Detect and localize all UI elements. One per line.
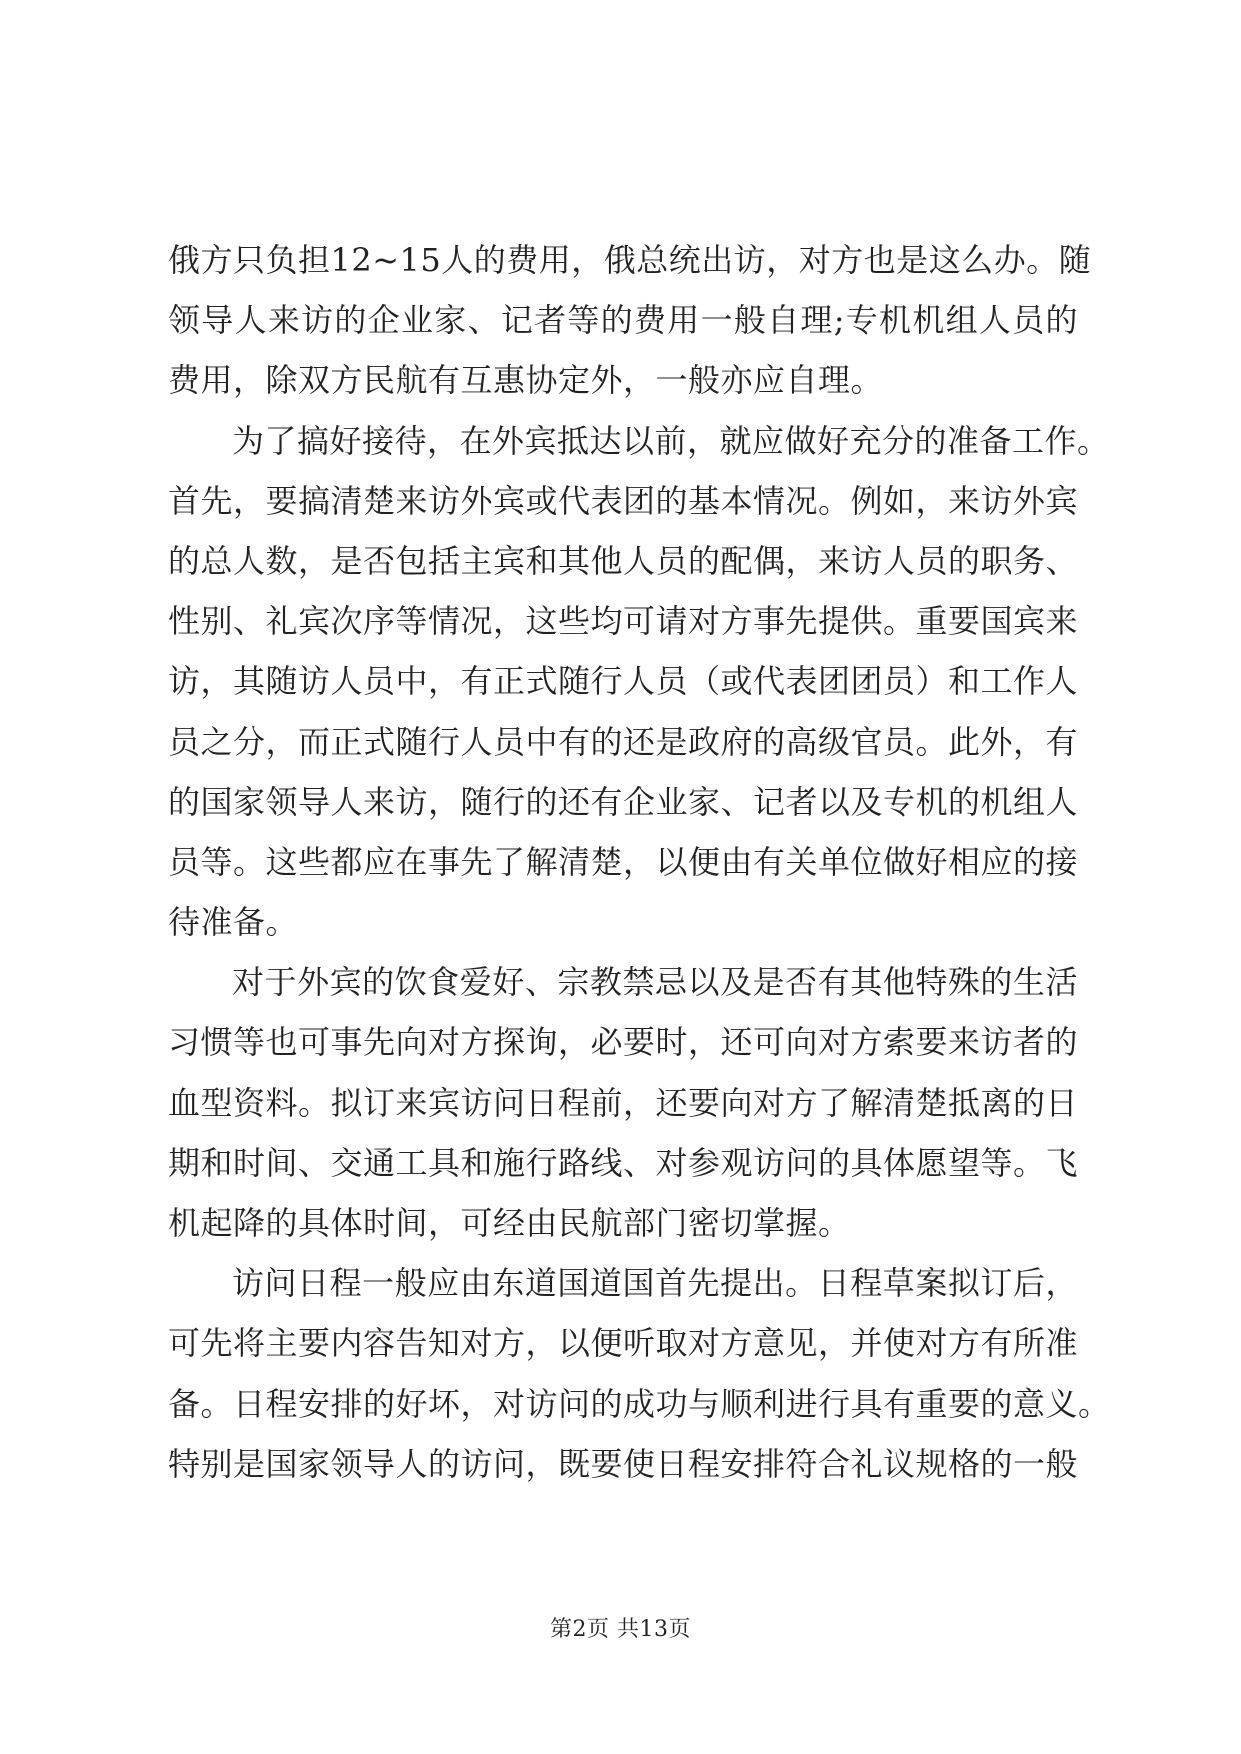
text-line: 员之分，而正式随行人员中有的还是政府的高级官员。此外，有: [168, 722, 1079, 761]
text-line: 血型资料。拟订来宾访问日程前，还要向对方了解清楚抵离的日: [168, 1083, 1079, 1122]
text-line: 习惯等也可事先向对方探询，必要时，还可向对方索要来访者的: [168, 1023, 1079, 1062]
text-line: 对于外宾的饮食爱好、宗教禁忌以及是否有其他特殊的生活: [232, 963, 1078, 1002]
text-line: 性别、礼宾次序等情况，这些均可请对方事先提供。重要国宾来: [168, 602, 1079, 641]
text-line: 领导人来访的企业家、记者等的费用一般自理;专机机组人员的: [168, 301, 1078, 340]
body-text: [168, 230, 1111, 1494]
page-number-footer: 第2页 共13页: [550, 1617, 691, 1642]
text-line: 费用，除双方民航有互惠协定外，一般亦应自理。: [168, 361, 884, 400]
text-line: 访问日程一般应由东道国道国首先提出。日程草案拟订后，: [232, 1264, 1078, 1303]
text-line: 可先将主要内容告知对方，以便听取对方意见，并使对方有所准: [168, 1324, 1079, 1363]
text-line: 俄方只负担12~15人的费用，俄总统出访，对方也是这么办。随: [168, 241, 1092, 279]
text-line: 期和时间、交通工具和施行路线、对参观访问的具体愿望等。飞: [168, 1143, 1079, 1182]
text-line: 的总人数，是否包括主宾和其他人员的配偶，来访人员的职务、: [168, 541, 1079, 580]
text-line: 的国家领导人来访，随行的还有企业家、记者以及专机的机组人: [168, 782, 1079, 821]
text-line: 为了搞好接待，在外宾抵达以前，就应做好充分的准备工作。: [232, 421, 1110, 460]
text-line: 机起降的具体时间，可经由民航部门密切掌握。: [168, 1204, 851, 1242]
text-line: 待准备。: [168, 903, 299, 942]
text-line: 员等。这些都应在事先了解清楚，以便由有关单位做好相应的接: [168, 842, 1079, 881]
text-line: 备。日程安排的好坏，对访问的成功与顺利进行具有重要的意义。: [168, 1384, 1111, 1423]
text-line: 访，其随访人员中，有正式随行人员（或代表团团员）和工作人: [168, 662, 1079, 701]
text-line: 特别是国家领导人的访问，既要使日程安排符合礼议规格的一般: [168, 1444, 1079, 1483]
text-line: 首先，要搞清楚来访外宾或代表团的基本情况。例如，来访外宾: [168, 481, 1079, 520]
